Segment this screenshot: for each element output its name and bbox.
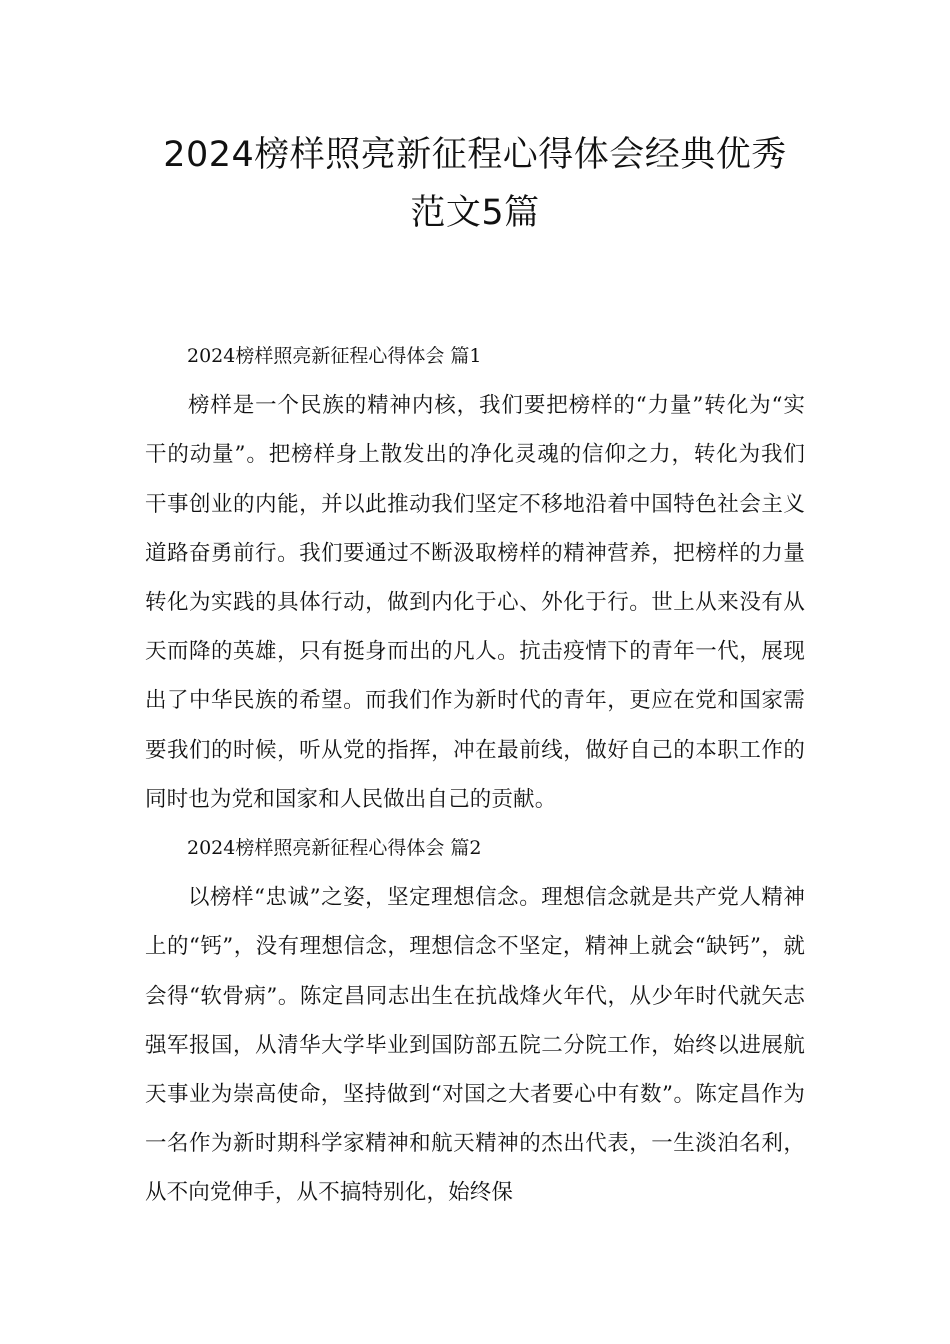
document-body — [145, 332, 805, 1218]
section-heading-1: 2024榜样照亮新征程心得体会 篇1 — [187, 345, 482, 367]
title-line-1: 2024榜样照亮新征程心得体会经典优秀 — [163, 135, 787, 175]
section-paragraph-2: 以榜样“忠诚”之姿，坚定理想信念。理想信念就是共产党人精神上的“钙”，没有理想信念，理想信念不坚定，精神上就会“缺钙”，就会得“软骨病”。陈定昌同志出生在抗战烽火年代，从少年时代就矢志强军报国，从清华大学毕业到国防部五院二分院工作，始终以进展航天事业为崇高使命，坚持做到“对国之大者要心中有数”。陈定昌作为一名作为新时期科学家精神和航天精神的杰出代表，一生淡泊名利，从不向党伸手，从不搞特别化，始终保 — [145, 885, 805, 1206]
document-title — [100, 126, 850, 242]
section-heading-2: 2024榜样照亮新征程心得体会 篇2 — [187, 837, 482, 860]
title-line-2: 范文5篇 — [410, 193, 540, 233]
section-paragraph-1: 榜样是一个民族的精神内核，我们要把榜样的“力量”转化为“实干的动量”。把榜样身上散发出的净化灵魂的信仰之力，转化为我们干事创业的内能，并以此推动我们坚定不移地沿着中国特色社会主义道路奋勇前行。我们要通过不断汲取榜样的精神营养，把榜样的力量转化为实践的具体行动，做到内化于心、外化于行。世上从来没有从天而降的英雄，只有挺身而出的凡人。抗击疫情下的青年一代，展现出了中华民族的希望。而我们作为新时代的青年，更应在党和国家需要我们的时候，听从党的指挥，冲在最前线，做好自己的本职工作的同时也为党和国家和人民做出自己的贡献。 — [145, 393, 805, 812]
